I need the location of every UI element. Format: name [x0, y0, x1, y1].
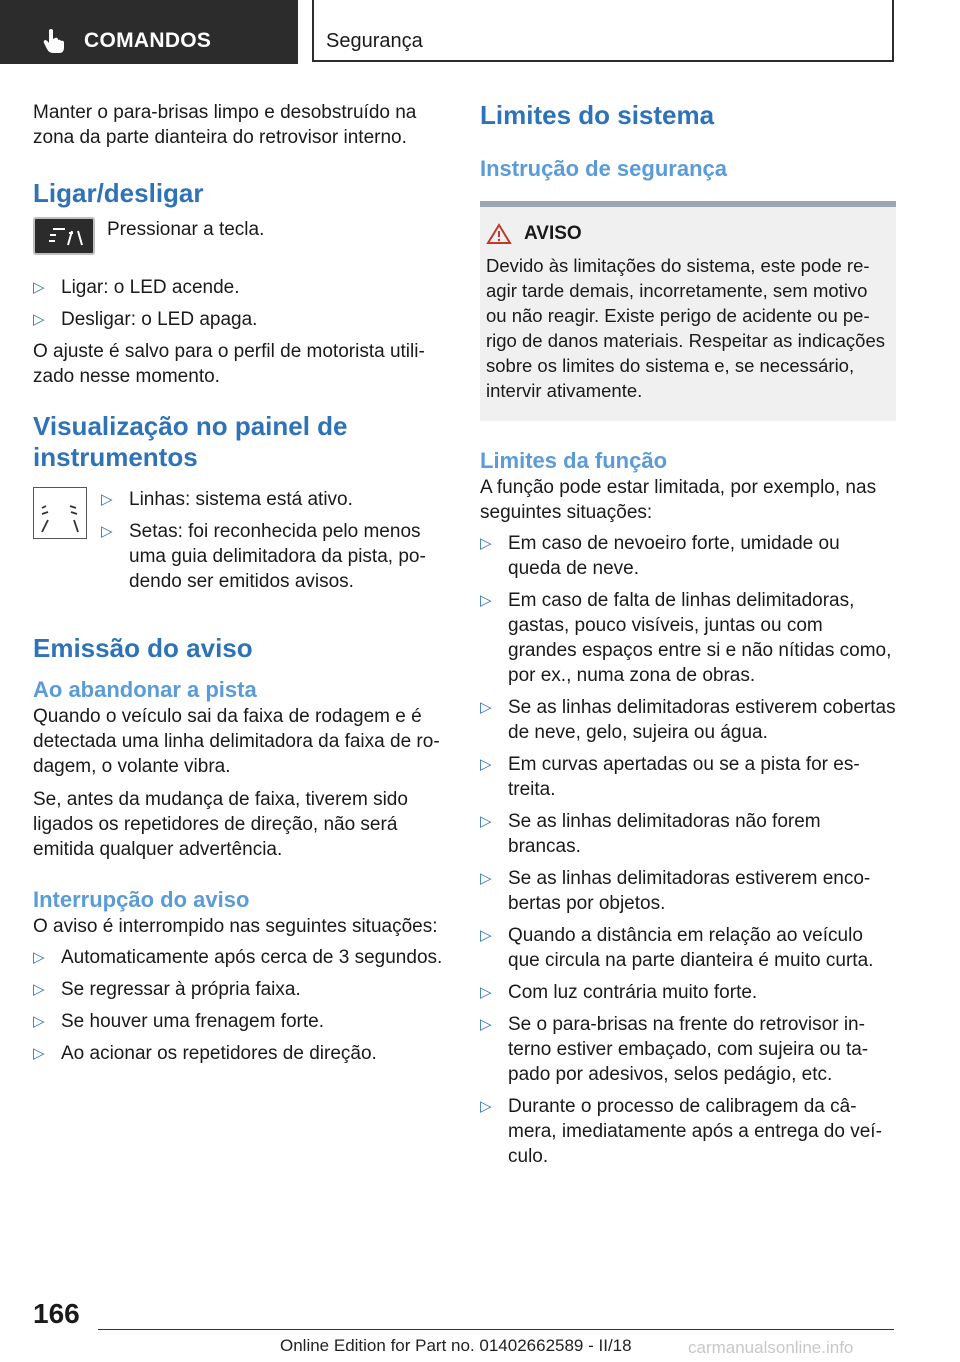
leaving-lane-heading: Ao abandonar a pista: [33, 677, 257, 702]
right-column: [480, 100, 896, 1176]
chapter-tab: [0, 0, 298, 64]
left-column: [33, 100, 447, 1073]
watermark: carmanualsonline.info: [688, 1338, 854, 1357]
interruption-list: [33, 945, 447, 1066]
section-label: Segurança: [326, 30, 423, 52]
lane-lines-display-icon: [33, 487, 87, 539]
hand-pointer-icon: [42, 28, 66, 54]
on-off-heading: Ligar/desligar: [33, 178, 204, 208]
display-list: [101, 487, 447, 601]
warning-box: [480, 201, 896, 421]
interruption-intro: O aviso é interrompido nas seguintes situações:: [33, 916, 438, 937]
list-item: ▷ Se houver uma frenagem forte.: [33, 1009, 447, 1034]
footer-divider: [98, 1329, 894, 1330]
warning-title: [486, 223, 890, 245]
list-item: ▷ Em curvas apertadas ou se a pista for estreita.: [480, 752, 896, 802]
turn-signal-text: Se, antes da mudança de faixa, tiverem sido ligados os repetidores de direção, não será emitida qualquer advertência.: [33, 789, 408, 860]
warning-heading: Emissão do aviso: [33, 633, 253, 663]
safety-heading: Instrução de segurança: [480, 156, 727, 181]
interruption-heading: Interrupção do aviso: [33, 887, 250, 912]
warning-title-text: AVISO: [524, 223, 582, 244]
list-item: ▷ Em caso de nevoeiro forte, umidade ou queda de neve.: [480, 531, 896, 581]
list-item: ▷ Se o para-brisas na frente do retrovisor interno estiver embaçado, com sujeira ou tapado por adesivos, selos pedágio, etc.: [480, 1012, 896, 1087]
section-tab: [312, 0, 894, 62]
list-item: ▷ Linhas: sistema está ativo.: [101, 487, 447, 512]
chapter-label: COMANDOS: [84, 29, 212, 52]
edition-text: Online Edition for Part no. 01402662589 - II/18: [280, 1336, 632, 1355]
limits-list: [480, 531, 896, 1169]
page-number: 166: [33, 1298, 80, 1329]
button-row: [33, 217, 447, 255]
list-item: ▷ Ao acionar os repetidores de direção.: [33, 1041, 447, 1066]
list-item: ▷ Desligar: o LED apaga.: [33, 307, 447, 332]
list-item: ▷ Se as linhas delimitadoras estiverem encobertas por objetos.: [480, 866, 896, 916]
on-off-list: [33, 275, 447, 332]
list-item: ▷ Se as linhas delimitadoras não forem brancas.: [480, 809, 896, 859]
warning-triangle-icon: [486, 223, 512, 245]
intro-text: Manter o para-brisas limpo e desobstruído na zona da parte dianteira do retrovisor interno.: [33, 102, 417, 148]
leaving-lane-text: Quando o veículo sai da faixa de rodagem e é detectada uma linha delimitadora da faixa de rodagem, o volante vibra.: [33, 706, 440, 777]
list-item: ▷ Automaticamente após cerca de 3 segundos.: [33, 945, 447, 970]
list-item: ▷ Ligar: o LED acende.: [33, 275, 447, 300]
list-item: ▷ Em caso de falta de linhas delimitadoras, gastas, pouco visíveis, juntas ou com grandes espaços entre si e não nítidas como, por ex., numa zona de obras.: [480, 588, 896, 688]
lane-warning-button-icon: [33, 217, 95, 255]
list-item: ▷ Se as linhas delimitadoras estiverem cobertas de neve, gelo, sujeira ou água.: [480, 695, 896, 745]
function-limits-heading: Limites da função: [480, 448, 668, 473]
list-item: ▷ Se regressar à própria faixa.: [33, 977, 447, 1002]
function-limits-intro: A função pode estar limitada, por exemplo, nas seguintes situações:: [480, 477, 877, 523]
list-item: ▷ Com luz contrária muito forte.: [480, 980, 896, 1005]
display-heading: Visualização no painel de instrumentos: [33, 411, 348, 472]
list-item: ▷ Quando a distância em relação ao veículo que circula na parte dianteira é muito curta.: [480, 923, 896, 973]
profile-note: O ajuste é salvo para o perfil de motorista utilizado nesse momento.: [33, 341, 425, 387]
system-limits-heading: Limites do sistema: [480, 100, 715, 130]
warning-text: Devido às limitações do sistema, este pode reagir tarde demais, incorretamente, sem motivo ou não reagir. Existe perigo de acidente ou perigo de danos materiais. Respeitar as indicações sobre os limites do sistema e, se necessário, intervir ativamente.: [486, 255, 885, 401]
display-row: [33, 487, 447, 605]
list-item: ▷ Durante o processo de calibragem da câmera, imediatamente após a entrega do veículo.: [480, 1094, 896, 1169]
list-item: ▷ Setas: foi reconhecida pelo menos uma guia delimitadora da pista, podendo ser emitidos avisos.: [101, 519, 447, 594]
press-button-text: Pressionar a tecla.: [107, 219, 265, 240]
